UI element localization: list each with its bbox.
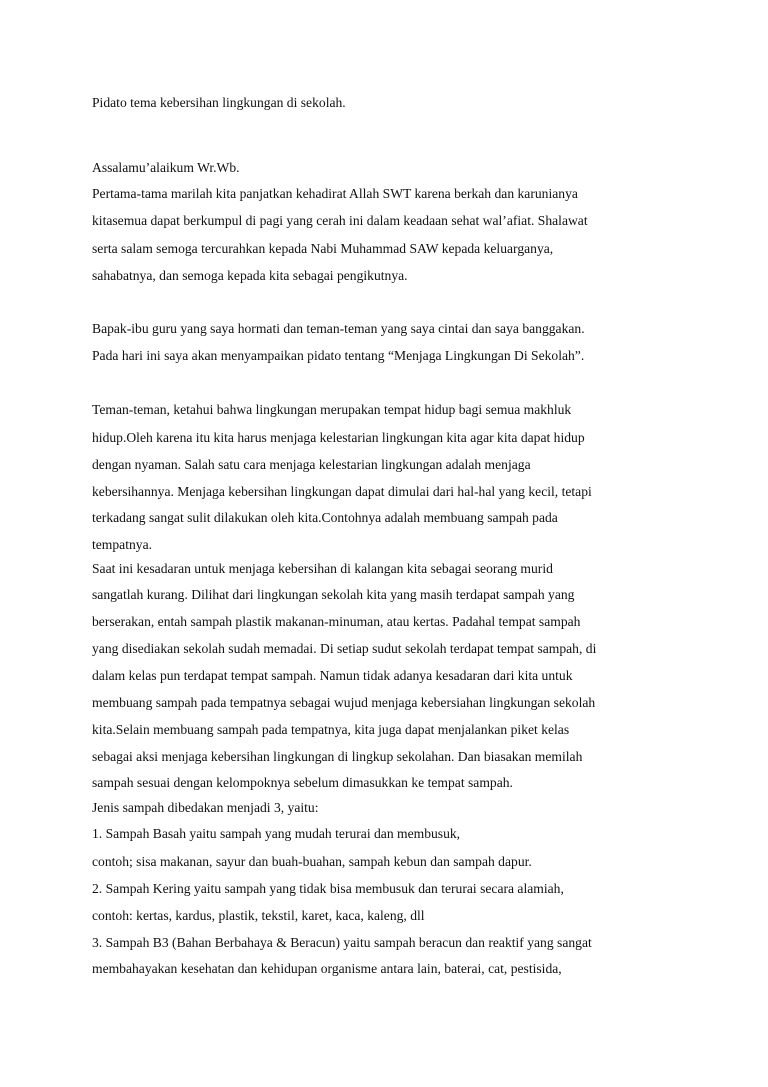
text-line: 1. Sampah Basah yaitu sampah yang mudah terurai dan membusuk, (92, 826, 461, 841)
text-line: dalam kelas pun terdapat tempat sampah. Namun tidak adanya kesadaran dari kita untuk (92, 668, 573, 683)
text-line: kita.Selain membuang sampah pada tempatnya, kita juga dapat menjalankan piket kelas (92, 722, 570, 737)
text-line: kitasemua dapat berkumpul di pagi yang cerah ini dalam keadaan sehat wal’afiat. Shalawat (92, 213, 588, 228)
text-line: Pertama-tama marilah kita panjatkan kehadirat Allah SWT karena berkah dan karunianya (92, 186, 578, 201)
text-line: membahayakan kesehatan dan kehidupan organisme antara lain, baterai, cat, pestisida, (92, 961, 562, 976)
text-line: yang disediakan sekolah sudah memadai. Di setiap sudut sekolah terdapat tempat sampah, di (92, 641, 597, 656)
text-line: sangatlah kurang. Dilihat dari lingkungan sekolah kita yang masih terdapat sampah yang (92, 587, 575, 602)
text-line: membuang sampah pada tempatnya sebagai wujud menjaga kebersiahan lingkungan sekolah (92, 695, 596, 710)
text-line: Bapak-ibu guru yang saya hormati dan teman-teman yang saya cintai dan saya banggakan. (92, 321, 585, 336)
text-line: sampah sesuai dengan kelompoknya sebelum dimasukkan ke tempat sampah. (92, 775, 513, 790)
text-line: berserakan, entah sampah plastik makanan-minuman, atau kertas. Padahal tempat sampah (92, 614, 581, 629)
text-line: contoh; sisa makanan, sayur dan buah-buahan, sampah kebun dan sampah dapur. (92, 854, 532, 869)
text-line: sebagai aksi menjaga kebersihan lingkungan di lingkup sekolahan. Dan biasakan memilah (92, 749, 583, 764)
text-line: Teman-teman, ketahui bahwa lingkungan merupakan tempat hidup bagi semua makhluk (92, 402, 572, 417)
text-line: 2. Sampah Kering yaitu sampah yang tidak bisa membusuk dan terurai secara alamiah, (92, 881, 564, 896)
text-line: hidup.Oleh karena itu kita harus menjaga kelestarian lingkungan kita agar kita dapat hidup (92, 430, 585, 445)
text-line: dengan nyaman. Salah satu cara menjaga kelestarian lingkungan adalah menjaga (92, 457, 531, 472)
text-line: Pada hari ini saya akan menyampaikan pidato tentang “Menjaga Lingkungan Di Sekolah”. (92, 348, 585, 363)
text-line: terkadang sangat sulit dilakukan oleh kita.Contohnya adalah membuang sampah pada (92, 510, 558, 525)
text-line: contoh: kertas, kardus, plastik, tekstil, karet, kaca, kaleng, dll (92, 908, 425, 923)
text-line: serta salam semoga tercurahkan kepada Nabi Muhammad SAW kepada keluarganya, (92, 241, 554, 256)
text-line: Saat ini kesadaran untuk menjaga kebersihan di kalangan kita sebagai seorang murid (92, 561, 553, 576)
text-line: sahabatnya, dan semoga kepada kita sebagai pengikutnya. (92, 268, 408, 283)
text-line: Assalamu’alaikum Wr.Wb. (92, 160, 240, 175)
document-title: Pidato tema kebersihan lingkungan di sekolah. (92, 95, 346, 110)
text-line: Jenis sampah dibedakan menjadi 3, yaitu: (92, 800, 319, 815)
text-line: 3. Sampah B3 (Bahan Berbahaya & Beracun) yaitu sampah beracun dan reaktif yang sangat (92, 935, 592, 950)
text-line: kebersihannya. Menjaga kebersihan lingkungan dapat dimulai dari hal-hal yang kecil, tetapi (92, 484, 592, 499)
text-line: tempatnya. (92, 537, 153, 552)
